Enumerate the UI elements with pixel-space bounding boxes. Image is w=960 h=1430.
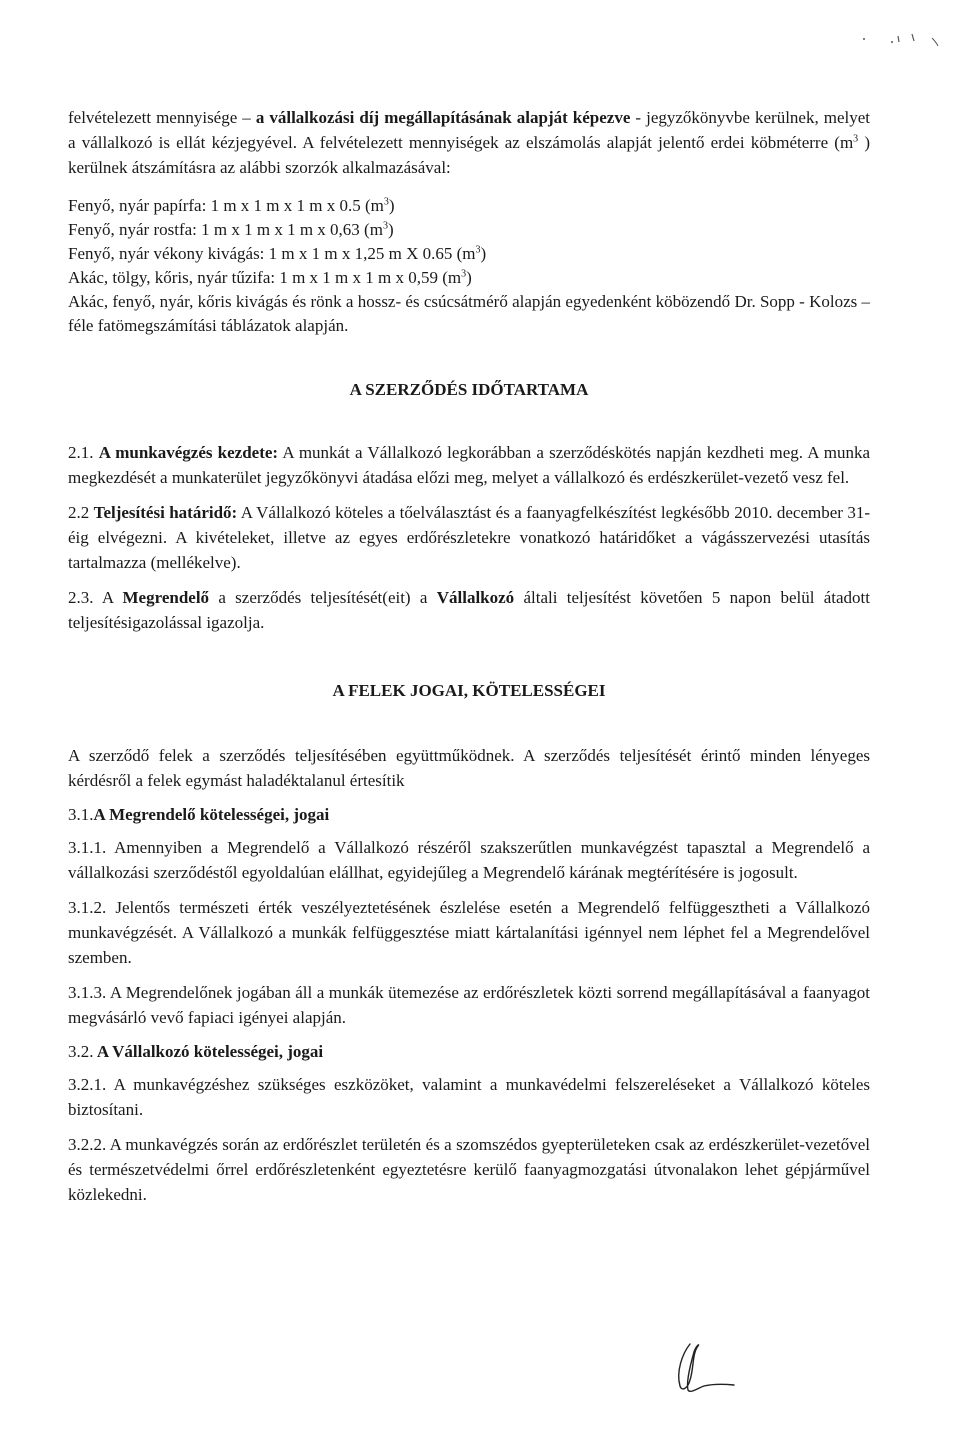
section-3-1-3: 3.1.3. A Megrendelőnek jogában áll a munkák ütemezése az erdőrészletek közti sorrend megállapításával a faanyagot megvásárló vevő fapiaci igényei alapján.	[68, 983, 870, 1027]
scan-marks	[852, 22, 942, 52]
formula-line: Fenyő, nyár rostfa: 1 m x 1 m x 1 m x 0,63 $(m^3)$	[68, 220, 394, 239]
section-3-2-1: 3.2.1. A munkavégzéshez szükséges eszközöket, valamint a munkavédelmi felszereléseket a Vállalkozó köteles biztosítani.	[68, 1075, 870, 1119]
intro-text-3: ) kerülnek átszámításra az alábbi szorzók alkalmazásával:	[68, 133, 870, 177]
document-page	[68, 105, 870, 1217]
signature-initials	[668, 1338, 738, 1398]
section-2-2: 2.2 Teljesítési határidő: A Vállalkozó köteles a tőelválasztást és a faanyagfelkészítést legkésőbb 2010. december 31-éig elvégezni. A kivételeket, illetve az egyes erdőrészletekre vonatkozó határidőket a vágásszervezési utasítás tartalmazza (mellékelve).	[68, 503, 871, 572]
intro-bold: a vállalkozási díj megállapításának alapját képezve	[255, 108, 631, 127]
section-2-1: 2.1. A munkavégzés kezdete: A munkát a Vállalkozó legkorábban a szerződéskötés napján kezdheti meg. A munka megkezdését a munkaterület jegyzőkönyvi átadása előzi meg, melyet a vállalkozó és erdészkerület-vezető vesz fel.	[68, 443, 871, 487]
intro-text-2: - jegyzőkönyvbe kerülnek, melyet a vállalkozó is ellát kézjegyével. A felvételezett mennyiségek az elszámolás alapját jelentő erdei köbméterre (m	[68, 108, 871, 152]
intro-sup: 3	[853, 133, 859, 145]
subheading-3-1: 3.1.A Megrendelő kötelességei, jogai	[68, 805, 330, 824]
section-3-1-1: 3.1.1. Amennyiben a Megrendelő a Vállalkozó részéről szakszerűtlen munkavégzést tapasztal a Megrendelő a vállalkozási szerződéstől egyoldalúan elállhat, egyidejűleg a Megrendelő kárának megtérítésére is jogosult.	[68, 838, 870, 882]
parties-intro: A szerződő felek a szerződés teljesítésében együttműködnek. A szerződés teljesítését érintő minden lényeges kérdésről a felek egymást haladéktalanul értesítik	[68, 746, 870, 790]
subheading-3-2: 3.2. A Vállalkozó kötelességei, jogai	[68, 1042, 324, 1061]
intro-paragraph	[68, 105, 870, 180]
intro-text-1: felvételezett mennyisége –	[68, 108, 256, 127]
heading-rights-obligations: A FELEK JOGAI, KÖTELESSÉGEI	[332, 681, 606, 700]
formula-line: Akác, tölgy, kőris, nyár tűzifa: 1 m x 1 m x 1 m x 0,59 $(m^3)$	[68, 268, 472, 287]
section-3-1-2: 3.1.2. Jelentős természeti érték veszélyeztetésének észlelése esetén a Megrendelő felfüggesztheti a Vállalkozó munkavégzését. A Vállalkozó a munkák felfüggesztése miatt kártalanítási igénnyel nem léphet fel a Megrendelővel szemben.	[68, 898, 870, 967]
conversion-formulas	[68, 194, 870, 338]
heading-contract-duration: A SZERZŐDÉS IDŐTARTAMA	[349, 380, 589, 399]
section-3-2-2: 3.2.2. A munkavégzés során az erdőrészlet területén és a szomszédos gyepterületeken csak az erdészkerület-vezetővel és természetvédelmi őrrel erdőrészletenként egyeztetésre kerülő faanyagmozgatási útvonalakon lehet gépjárművel közlekedni.	[68, 1135, 870, 1204]
formula-note: Akác, fenyő, nyár, kőris kivágás és rönk a hossz- és csúcsátmérő alapján egyedenként köbözendő Dr. Sopp - Kolozs – féle fatömegszámítási táblázatok alapján.	[68, 292, 870, 335]
formula-line: Fenyő, nyár vékony kivágás: 1 m x 1 m x 1,25 m X 0.65 $(m^3)$	[68, 244, 487, 263]
section-2-3: 2.3. A Megrendelő a szerződés teljesítését(eit) a Vállalkozó általi teljesítést követően 5 napon belül átadott teljesítésigazolással igazolja.	[68, 588, 870, 632]
formula-line: Fenyő, nyár papírfa: 1 m x 1 m x 1 m x 0.5 $(m^3)$	[68, 196, 395, 215]
